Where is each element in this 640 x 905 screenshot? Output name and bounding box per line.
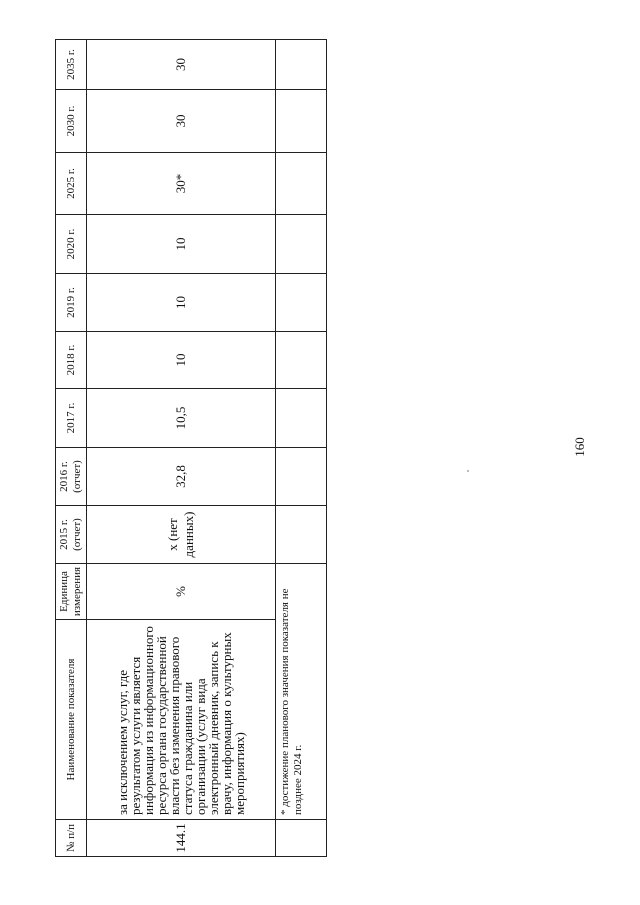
value-2019: 10 xyxy=(87,274,276,332)
footnote-empty-2018 xyxy=(276,332,327,389)
value-2035: 30 xyxy=(87,40,276,90)
footnote-row xyxy=(276,40,327,857)
header-num: № п/п xyxy=(56,820,87,857)
footnote-empty-2030 xyxy=(276,90,327,153)
value-2020: 10 xyxy=(87,215,276,274)
header-name: Наименование показателя xyxy=(56,620,87,820)
header-2020: 2020 г. xyxy=(56,215,87,274)
header-2017: 2017 г. xyxy=(56,389,87,448)
header-2019: 2019 г. xyxy=(56,274,87,332)
value-2025: 30* xyxy=(87,153,276,215)
rotated-page-content xyxy=(55,40,319,857)
footnote-empty-2016 xyxy=(276,448,327,506)
scan-speck xyxy=(467,470,469,472)
value-2016: 32,8 xyxy=(87,448,276,506)
page-number: 160 xyxy=(572,437,587,457)
value-2015: х (нет данных) xyxy=(87,506,276,564)
value-2030: 30 xyxy=(87,90,276,153)
indicator-table xyxy=(55,39,327,857)
table-row xyxy=(87,40,276,857)
value-2018: 10 xyxy=(87,332,276,389)
header-2015: 2015 г. (отчет) xyxy=(56,506,87,564)
header-2030: 2030 г. xyxy=(56,90,87,153)
footnote: * достижение планового значения показателя не позднее 2024 г. xyxy=(276,564,327,820)
footnote-empty-2035 xyxy=(276,40,327,90)
footnote-empty-2015 xyxy=(276,506,327,564)
header-2035: 2035 г. xyxy=(56,40,87,90)
footnote-empty-2020 xyxy=(276,215,327,274)
header-2025: 2025 г. xyxy=(56,153,87,215)
indicator-name: за исключением услуг, где результатом услуги является информация из информационного ресурса органа государственной власти без изменения правового статуса гражданина или организации (услуг вида электронный дневник, запись к врачу, информация о культурных мероприятиях) xyxy=(87,620,276,820)
header-2018: 2018 г. xyxy=(56,332,87,389)
footnote-empty-2017 xyxy=(276,389,327,448)
header-2016: 2016 г. (отчет) xyxy=(56,448,87,506)
header-unit: Единица измерения xyxy=(56,564,87,620)
row-number: 144.1 xyxy=(87,820,276,857)
value-2017: 10,5 xyxy=(87,389,276,448)
header-row xyxy=(56,40,87,857)
footnote-empty-2025 xyxy=(276,153,327,215)
unit-cell: % xyxy=(87,564,276,620)
footnote-empty-2019 xyxy=(276,274,327,332)
footnote-blank-cell xyxy=(276,820,327,857)
